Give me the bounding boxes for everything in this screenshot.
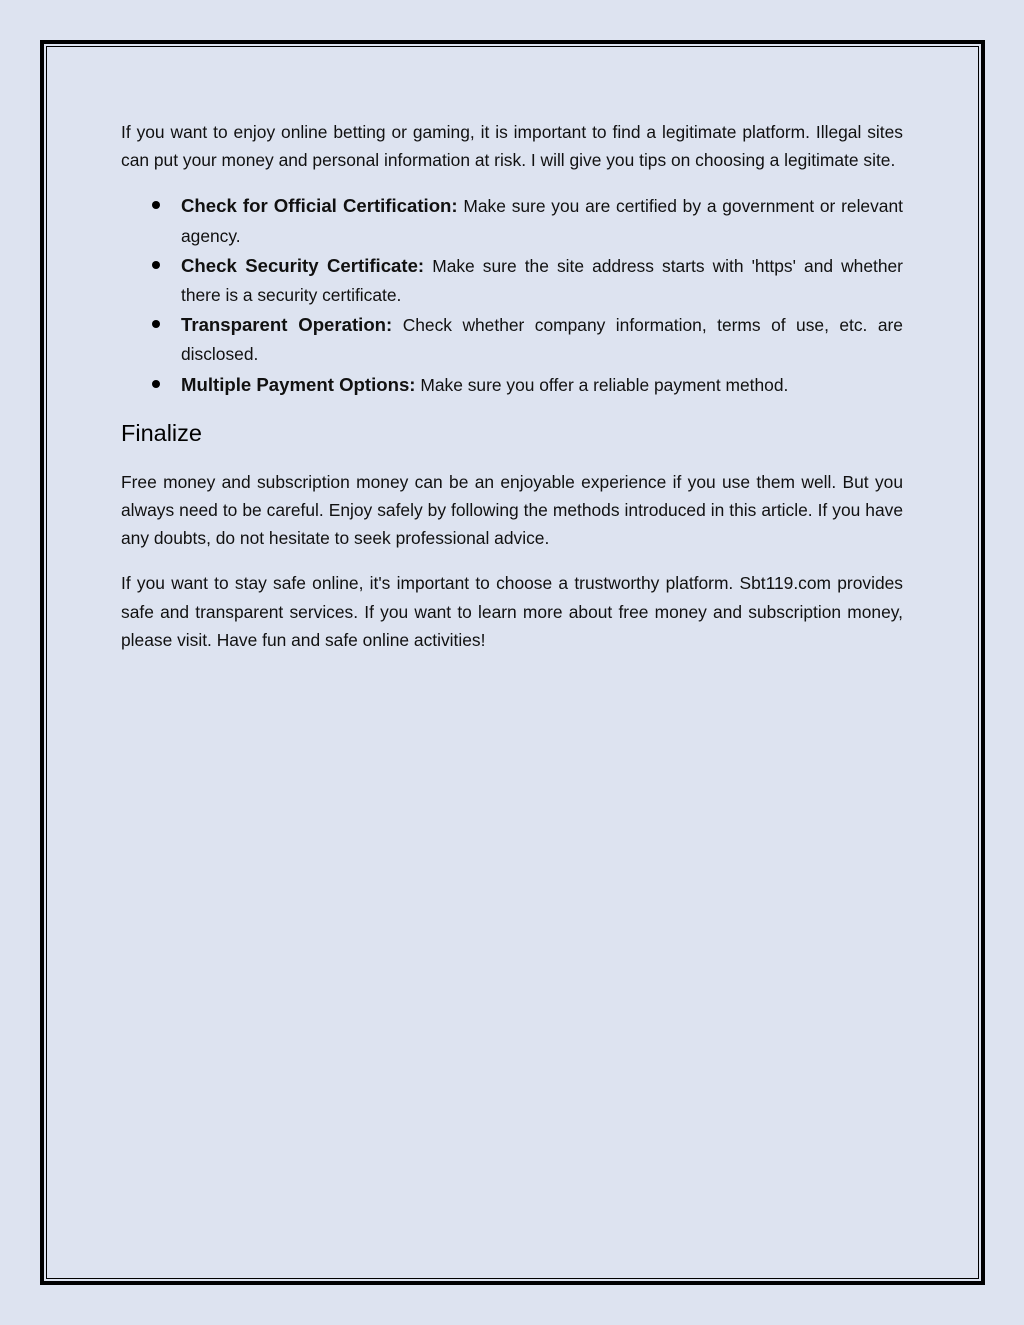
finalize-paragraph-2: If you want to stay safe online, it's important to choose a trustworthy platform. Sbt119.com provides safe and transparent services. If you want to learn more about free money and subscription money, please visit. Have fun and safe online activities! [121, 573, 903, 650]
tip-label: Check Security Certificate: [181, 254, 425, 276]
intro-paragraph: If you want to enjoy online betting or gaming, it is important to find a legitimate platform. Illegal sites can put your money and personal information at risk. I will give you tips on choosing a legitimate site. [121, 122, 903, 171]
bullet-icon [152, 380, 160, 388]
tip-label: Check for Official Certification: [181, 195, 458, 217]
tip-text: Make sure you are certified by a government or relevant agency. [181, 196, 903, 246]
list-item [121, 191, 903, 250]
bullet-icon [152, 320, 160, 328]
tip-text: Make sure the site address starts with 'https' and whether there is a security certificate. [181, 255, 903, 306]
tip-label: Multiple Payment Options: [181, 373, 416, 395]
finalize-heading: Finalize [121, 419, 202, 446]
list-item [121, 370, 903, 400]
bullet-icon [152, 201, 160, 209]
document-body [121, 118, 903, 671]
list-item [121, 251, 903, 310]
tips-list [121, 191, 903, 399]
tip-text: Make sure you offer a reliable payment method. [420, 374, 789, 395]
bullet-icon [152, 261, 160, 269]
tip-label: Transparent Operation: [181, 314, 393, 336]
list-item [121, 310, 903, 369]
finalize-paragraph-1: Free money and subscription money can be an enjoyable experience if you use them well. But you always need to be careful. Enjoy safely by following the methods introduced in this article. If you have any doubts, do not hesitate to seek professional advice. [121, 471, 903, 549]
tip-text: Check whether company information, terms of use, etc. are disclosed. [181, 315, 903, 365]
